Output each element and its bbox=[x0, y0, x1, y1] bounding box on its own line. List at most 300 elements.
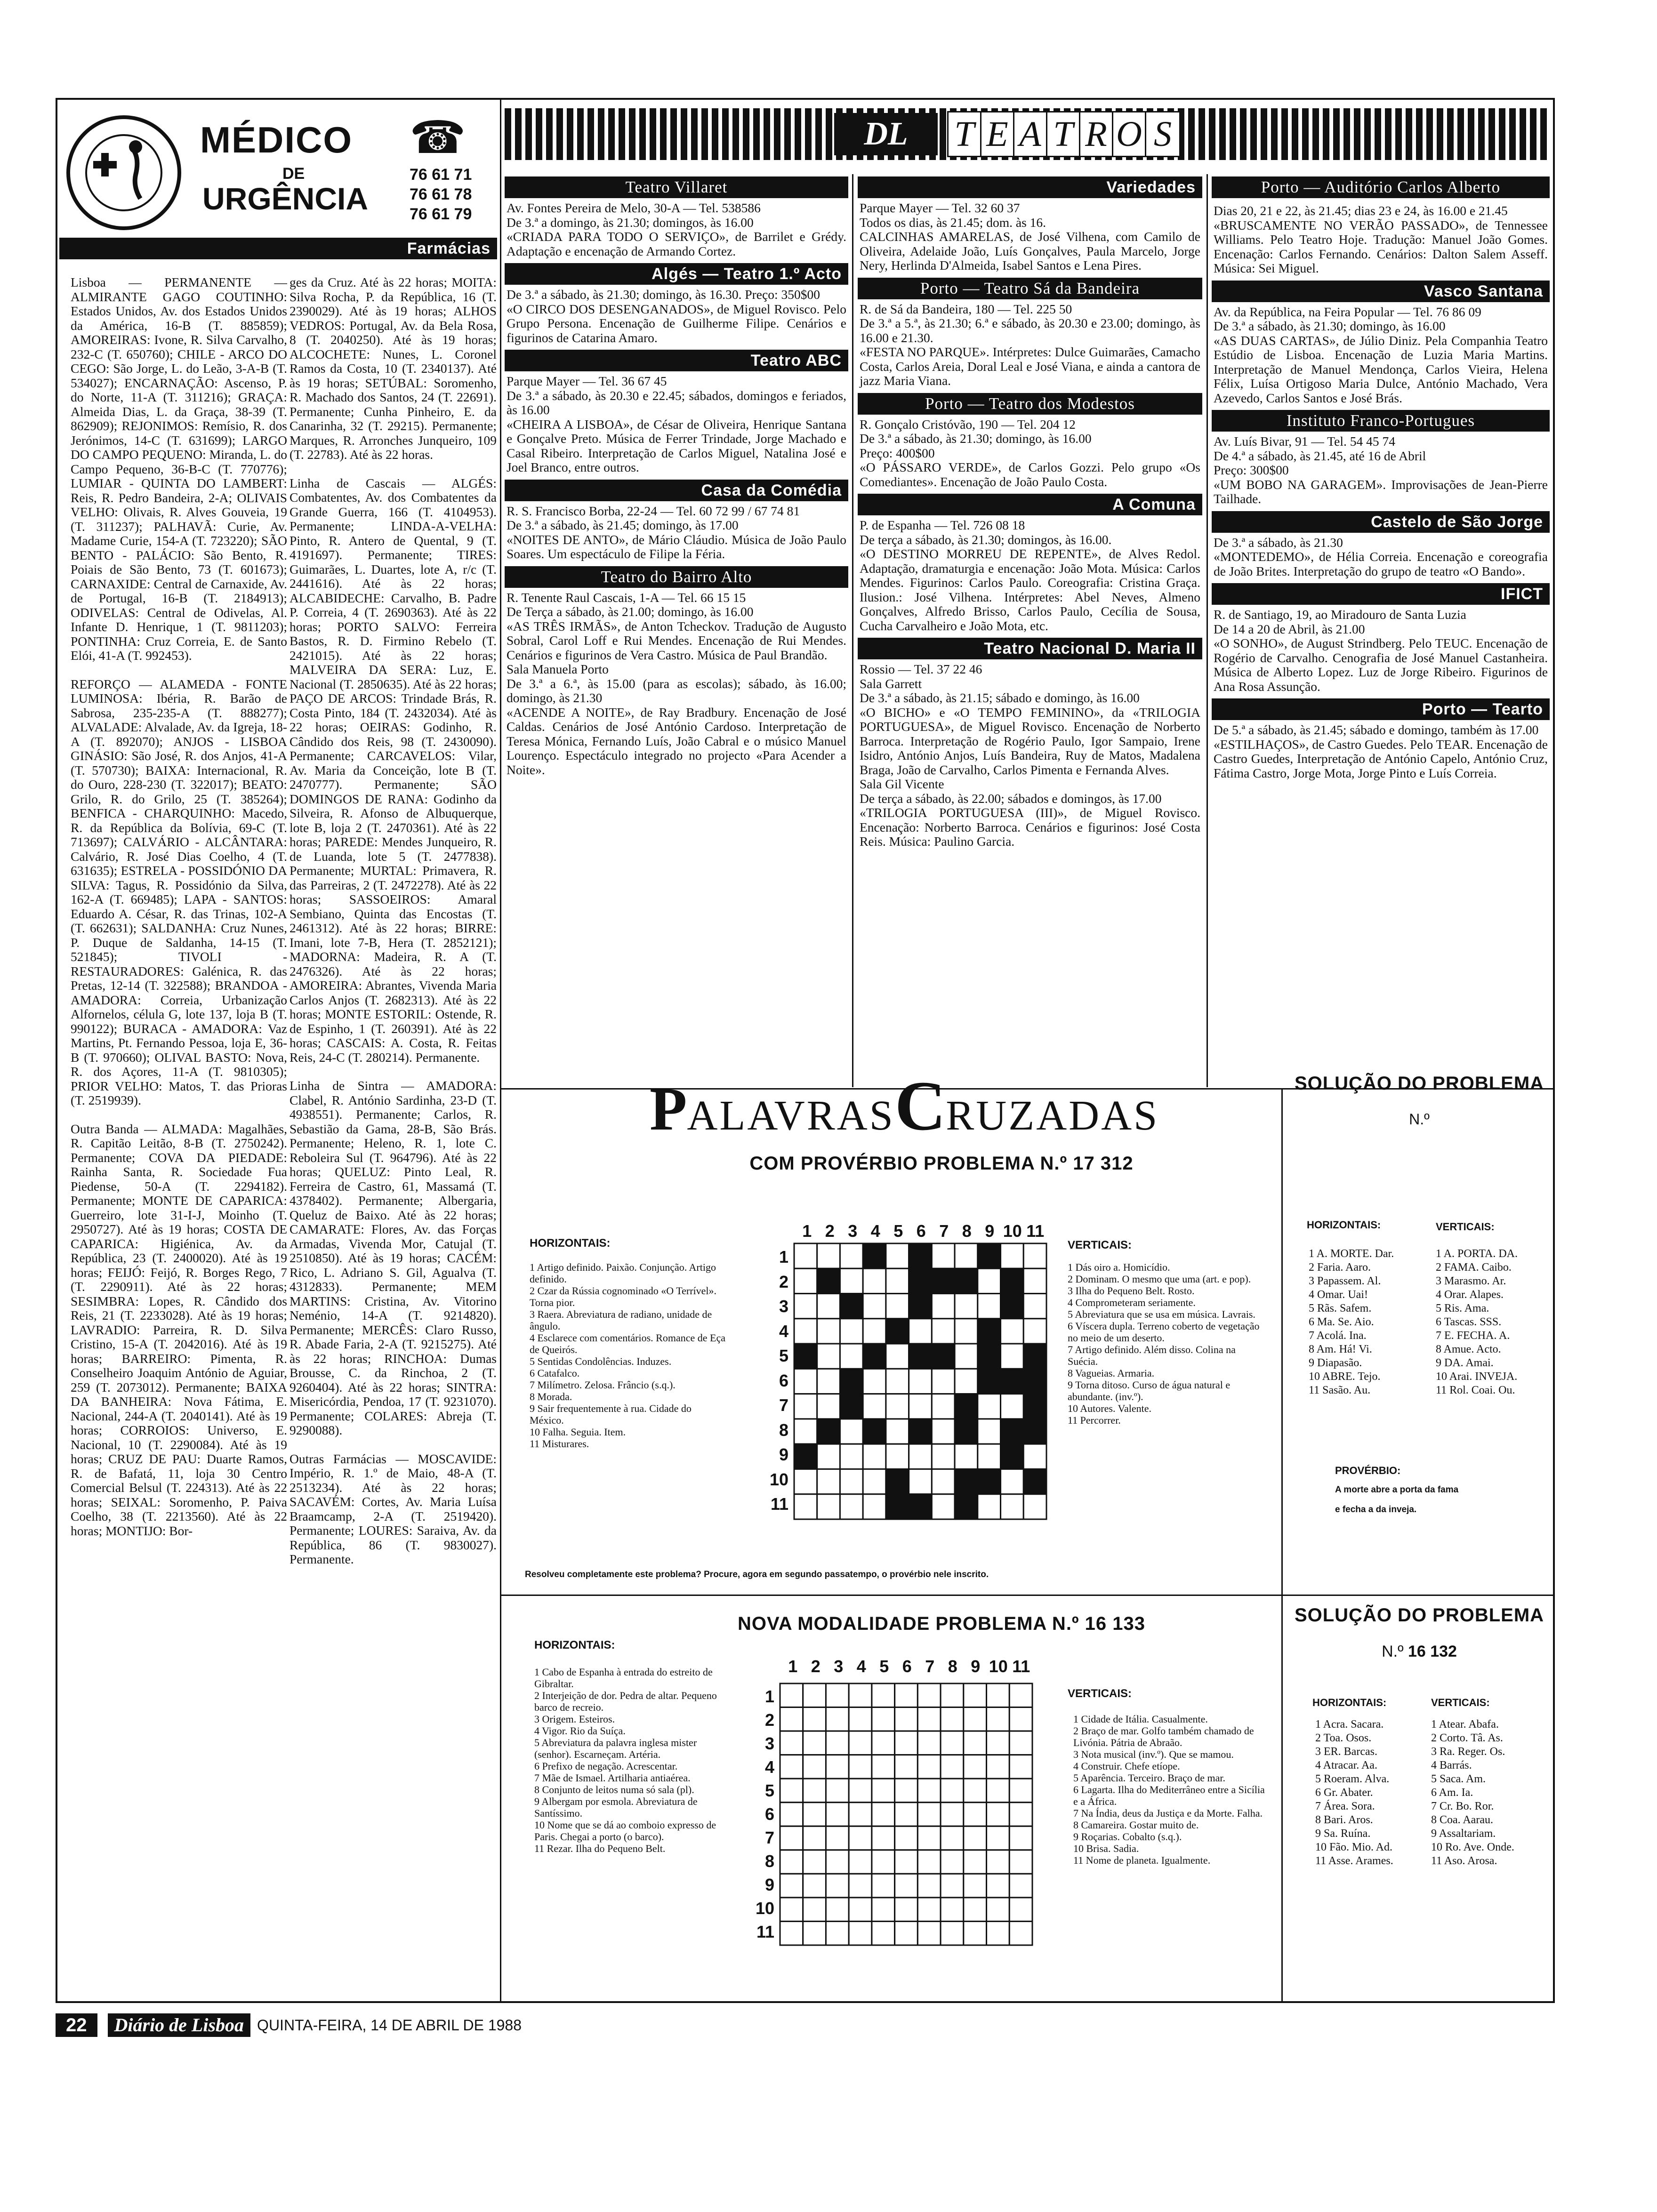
grid-cell[interactable] bbox=[780, 1731, 803, 1755]
grid-cell[interactable] bbox=[987, 1826, 1010, 1850]
grid-black-cell bbox=[909, 1294, 932, 1319]
grid-cell[interactable] bbox=[794, 1469, 817, 1494]
grid-cell[interactable] bbox=[932, 1444, 955, 1469]
grid-cell[interactable] bbox=[987, 1874, 1010, 1898]
grid-cell[interactable] bbox=[794, 1394, 817, 1419]
grid-black-cell bbox=[1001, 1268, 1024, 1293]
teatros-column-a bbox=[505, 176, 848, 1085]
grid-cell[interactable] bbox=[895, 1921, 918, 1945]
grid-cell[interactable] bbox=[840, 1243, 863, 1268]
grid-cell[interactable] bbox=[780, 1707, 803, 1731]
grid-cell[interactable] bbox=[826, 1898, 849, 1922]
grid-cell[interactable] bbox=[987, 1779, 1010, 1803]
grid-cell[interactable] bbox=[794, 1369, 817, 1394]
grid-cell[interactable] bbox=[1001, 1494, 1024, 1519]
grid-black-cell bbox=[909, 1494, 932, 1519]
grid-cell[interactable] bbox=[909, 1319, 932, 1344]
grid-cell[interactable] bbox=[941, 1850, 964, 1874]
grid-cell[interactable] bbox=[794, 1419, 817, 1444]
grid-cell[interactable] bbox=[886, 1243, 909, 1268]
title-word: ALAVRAS bbox=[687, 1092, 895, 1139]
grid-cell[interactable] bbox=[1009, 1707, 1032, 1731]
grid-cell[interactable] bbox=[909, 1469, 932, 1494]
grid-cell[interactable] bbox=[1023, 1444, 1046, 1469]
venue-listing: R. S. Francisco Borba, 22-24 — Tel. 60 72 99 / 67 74 81 De 3.ª a sábado, às 21.45; domingo, às 17.00 «NOITES DE ANTO», de Mário Cláudio. Música de João Paulo Soares. Um espectáculo de Filipe la Féria. bbox=[507, 503, 846, 561]
grid-cell[interactable] bbox=[794, 1268, 817, 1293]
grid-cell[interactable] bbox=[895, 1707, 918, 1731]
grid-cell[interactable] bbox=[849, 1874, 872, 1898]
grid-cell[interactable] bbox=[872, 1731, 895, 1755]
grid-cell[interactable] bbox=[780, 1850, 803, 1874]
divider-teatros-bc bbox=[1207, 174, 1208, 1087]
grid-cell[interactable] bbox=[978, 1444, 1001, 1469]
grid-cell[interactable] bbox=[803, 1803, 826, 1827]
grid-cell[interactable] bbox=[932, 1319, 955, 1344]
newspaper-logo: Diário de Lisboa bbox=[108, 2013, 251, 2037]
grid-cell[interactable] bbox=[817, 1394, 840, 1419]
grid-cell[interactable] bbox=[964, 1874, 987, 1898]
grid-cell[interactable] bbox=[863, 1369, 886, 1394]
grid-black-cell bbox=[909, 1268, 932, 1293]
grid-cell[interactable] bbox=[849, 1707, 872, 1731]
grid-cell[interactable] bbox=[964, 1803, 987, 1827]
grid-cell[interactable] bbox=[780, 1779, 803, 1803]
grid-col-number: 6 bbox=[916, 1221, 926, 1241]
grid-cell[interactable] bbox=[964, 1826, 987, 1850]
venue-listing: Dias 20, 21 e 22, às 21.45; dias 23 e 24, às 16.00 e 21.45 «BRUSCAMENTE NO VERÃO PASSADO», de Tennessee Williams. Pelo Teatro Hoje. Tradução: Manuel João Gomes. Encenação: Carlos Fernando. Cenários: Dalton Salem Asseff. Música: Sei Miguel. bbox=[1214, 203, 1548, 275]
venue-listing: Rossio — Tel. 37 22 46 Sala Garrett De 3.ª a sábado, às 21.15; sábado e domingo, às 16.00 «O BICHO» e «O TEMPO FEMININO», da «TRILOGIA PORTUGUESA», de Miguel Rovisco. Encenação de Norberto Barroca. Interpretação de Rogério Paulo, Igor Sampaio, Irene Isidro, António Anjos, Luís Bandeira, Ruy de Matos, Madalena Braga, João de Carvalho, Carlos Pimenta e Fernanda Alves. Sala Gil Vicente De terça a sábado, às 22.00; sábados e domingos, às 17.00 «TRILOGIA PORTUGUESA (III)», de Miguel Rovisco. Encenação: Norberto Barroca. Cenários e figurinos: José Costa Reis. Música: Paulino Garcia. bbox=[860, 662, 1200, 849]
grid-col-number: 1 bbox=[802, 1221, 812, 1241]
grid-cell[interactable] bbox=[917, 1731, 941, 1755]
teatros-letter: E bbox=[981, 112, 1014, 156]
grid-col-number: 11 bbox=[1026, 1221, 1045, 1241]
grid-cell[interactable] bbox=[895, 1874, 918, 1898]
grid-cell[interactable] bbox=[863, 1394, 886, 1419]
grid-cell[interactable] bbox=[955, 1444, 978, 1469]
grid-cell[interactable] bbox=[817, 1494, 840, 1519]
venue-header: Instituto Franco-Portugues bbox=[1212, 410, 1550, 432]
crossword1-verticais-label: VERTICAIS: bbox=[1068, 1239, 1132, 1251]
grid-cell[interactable] bbox=[987, 1755, 1010, 1779]
grid-cell[interactable] bbox=[932, 1243, 955, 1268]
grid-black-cell bbox=[863, 1243, 886, 1268]
crossword2-horizontais: 1 Cabo de Espanha à entrada do estreito de Gibraltar. 2 Interjeição de dor. Pedra de altar. Pequeno barco de recreio. 3 Origem. Esteiros. 4 Vigor. Rio da Suíça. 5 Abreviatura da palavra inglesa mister (senhor). Escarneçam. Artéria. 6 Prefixo de negação. Acrescentar. 7 Mãe de Ismael. Artilharia antiaérea. 8 Conjunto de leitos numa só sala (pl). 9 Albergam por esmola. Abreviatura de Santíssimo. 10 Nome que se dá ao comboio expresso de Paris. Chegai a porto (o barco). 11 Rezar. Ilha do Pequeno Belt. bbox=[534, 1666, 717, 1854]
grid-cell[interactable] bbox=[917, 1921, 941, 1945]
grid-cell[interactable] bbox=[886, 1444, 909, 1469]
grid-col-number: 9 bbox=[971, 1657, 981, 1676]
grid-cell[interactable] bbox=[872, 1707, 895, 1731]
grid-row-number: 1 bbox=[779, 1247, 788, 1266]
venue-listing: Av. da República, na Feira Popular — Tel. 76 86 09 De 3.ª a sábado, às 21.30; domingo, às 16.00 «AS DUAS CARTAS», de Júlio Diniz. Pela Companhia Teatro Estúdio de Lisboa. Encenação de Luzia Maria Martins. Interpretação de Manuel Mendonça, Carlos Vieira, Helena Félix, Luísa Ortigoso Maria Dulce, António Machado, Vera Azevedo, Carlos Santos e José Brás. bbox=[1214, 304, 1548, 405]
venue-listing: P. de Espanha — Tel. 726 08 18 De terça a sábado, às 21.30; domingos, às 16.00. «O DESTINO MORREU DE REPENTE», de Alves Redol. Adaptação, dramaturgia e encenação: João Mota. Música: Carlos Mendes. Figurinos: Carlos Paulo. Coreografia: Cristina Graça. Ilusion.: José Vilhena. Intérpretes: Abel Neves, Almeno Gonçalves, Alfredo Brisso, Carlos Paulo, Cecília de Sousa, Cucha Carvalheiro e João Mota, etc. bbox=[860, 518, 1200, 633]
grid-cell[interactable] bbox=[917, 1874, 941, 1898]
grid-cell[interactable] bbox=[803, 1898, 826, 1922]
grid-cell[interactable] bbox=[1009, 1779, 1032, 1803]
top-rule bbox=[56, 98, 1555, 100]
grid-black-cell bbox=[909, 1419, 932, 1444]
grid-cell[interactable] bbox=[895, 1779, 918, 1803]
grid-cell[interactable] bbox=[886, 1344, 909, 1369]
grid-cell[interactable] bbox=[803, 1850, 826, 1874]
grid-cell[interactable] bbox=[863, 1469, 886, 1494]
divider-teatros-ab bbox=[852, 174, 853, 1087]
grid-col-number: 5 bbox=[879, 1657, 889, 1676]
grid-cell[interactable] bbox=[955, 1369, 978, 1394]
grid-cell[interactable] bbox=[1001, 1243, 1024, 1268]
grid-cell[interactable] bbox=[1009, 1874, 1032, 1898]
grid-cell[interactable] bbox=[826, 1874, 849, 1898]
grid-cell[interactable] bbox=[978, 1494, 1001, 1519]
grid-cell[interactable] bbox=[1023, 1294, 1046, 1319]
grid-cell[interactable] bbox=[794, 1494, 817, 1519]
grid-cell[interactable] bbox=[941, 1755, 964, 1779]
teatros-column-b bbox=[858, 176, 1202, 1085]
grid-black-cell bbox=[794, 1344, 817, 1369]
solution1-v-label: VERTICAIS: bbox=[1436, 1221, 1495, 1233]
grid-cell[interactable] bbox=[1023, 1268, 1046, 1293]
solution1-proverbio: A morte abre a porta da fama e fecha a da inveja. bbox=[1335, 1485, 1459, 1515]
grid-black-cell bbox=[978, 1344, 1001, 1369]
title-big-letter: C bbox=[894, 1067, 946, 1145]
grid-black-cell bbox=[978, 1319, 1001, 1344]
grid-cell[interactable] bbox=[917, 1898, 941, 1922]
grid-cell[interactable] bbox=[863, 1494, 886, 1519]
grid-cell[interactable] bbox=[917, 1803, 941, 1827]
teatros-letter: O bbox=[1113, 112, 1146, 156]
grid-row-number: 9 bbox=[764, 1875, 774, 1894]
grid-cell[interactable] bbox=[1023, 1494, 1046, 1519]
solution2-v-label: VERTICAIS: bbox=[1431, 1697, 1490, 1708]
grid-black-cell bbox=[978, 1469, 1001, 1494]
venue-header: Teatro Villaret bbox=[505, 176, 848, 198]
grid-cell[interactable] bbox=[917, 1755, 941, 1779]
grid-cell[interactable] bbox=[964, 1921, 987, 1945]
grid-cell[interactable] bbox=[803, 1779, 826, 1803]
teatros-letter: R bbox=[1080, 112, 1113, 156]
grid-cell[interactable] bbox=[826, 1850, 849, 1874]
grid-cell[interactable] bbox=[917, 1779, 941, 1803]
grid-cell[interactable] bbox=[941, 1683, 964, 1707]
solution1-title: SOLUÇÃO DO PROBLEMA bbox=[1294, 1073, 1544, 1094]
grid-cell[interactable] bbox=[917, 1707, 941, 1731]
venue-header: Porto — Auditório Carlos Alberto bbox=[1212, 176, 1550, 198]
grid-cell[interactable] bbox=[826, 1826, 849, 1850]
grid-cell[interactable] bbox=[872, 1921, 895, 1945]
grid-cell[interactable] bbox=[863, 1294, 886, 1319]
grid-cell[interactable] bbox=[780, 1826, 803, 1850]
grid-cell[interactable] bbox=[941, 1921, 964, 1945]
venue-listing: Parque Mayer — Tel. 32 60 37 Todos os dias, às 21.45; dom. às 16. CALCINHAS AMARELAS, de José Vilhena, com Camilo de Oliveira, Adelaide João, Luís Gonçalves, Paula Marcelo, Jorge Nery, Herlinda D'Almeida, Isabel Santos e Lena Pires. bbox=[860, 200, 1200, 272]
grid-cell[interactable] bbox=[1001, 1469, 1024, 1494]
grid-cell[interactable] bbox=[955, 1319, 978, 1344]
grid-cell[interactable] bbox=[817, 1444, 840, 1469]
grid-cell[interactable] bbox=[794, 1243, 817, 1268]
grid-cell[interactable] bbox=[917, 1683, 941, 1707]
grid-cell[interactable] bbox=[803, 1683, 826, 1707]
crossword1-row-numbers bbox=[746, 1245, 788, 1518]
grid-cell[interactable] bbox=[987, 1850, 1010, 1874]
crossword1-verticais: 1 Dás oiro a. Homicídio. 2 Dominam. O mesmo que uma (art. e pop). 3 Ilha do Pequeno Belt. Rosto. 4 Comprometeram seriamente. 5 Abreviatura que se usa em música. Lavrais. 6 Víscera dupla. Terreno coberto de vegetação no meio de um deserto. 7 Artigo definido. Além disso. Colina na Suécia. 8 Vagueias. Armaria. 9 Torna ditoso. Curso de água natural e abundante. (inv.º). 10 Autores. Valente. 11 Percorrer. bbox=[1068, 1261, 1260, 1426]
grid-black-cell bbox=[1023, 1344, 1046, 1369]
grid-cell[interactable] bbox=[941, 1826, 964, 1850]
grid-cell[interactable] bbox=[932, 1419, 955, 1444]
teatros-letter: T bbox=[1047, 112, 1080, 156]
farmacias-column-2 bbox=[290, 275, 497, 1998]
grid-cell[interactable] bbox=[803, 1826, 826, 1850]
medico-title: MÉDICO bbox=[200, 119, 353, 160]
grid-cell[interactable] bbox=[840, 1268, 863, 1293]
grid-cell[interactable] bbox=[895, 1755, 918, 1779]
solution1-proverbio-label: PROVÉRBIO: bbox=[1335, 1465, 1401, 1476]
venue-listing: De 3.ª a sábado, às 21.30 «MONTEDEMO», de Hélia Correia. Encenação e coreografia de João Brites. Interpretação do grupo de teatro «O Bando». bbox=[1214, 535, 1548, 578]
venue-header: IFICT bbox=[1212, 583, 1550, 605]
grid-cell[interactable] bbox=[872, 1850, 895, 1874]
venue-listing: R. Tenente Raul Cascais, 1-A — Tel. 66 15 15 De Terça a sábado, às 21.00; domingo, às 16.00 «AS TRÊS IRMÃS», de Anton Tcheckov. Tradução de Augusto Sobral, Carol Loff e Rui Mendes. Encenação de Rui Mendes. Cenários e figurinos de Vera Castro. Música de Paul Brandão. Sala Manuela Porto De 3.ª a 6.ª, às 15.00 (para as escolas); sábado, às 16.00; domingo, às 21.30 «ACENDE A NOITE», de Ray Bradbury. Encenação de José Caldas. Cenários de José António Cardoso. Interpretação de Teresa Mónica, Fernando Luís, João Cabral e o músico Manuel Lourenço. Espectáculo integrado no projecto «Para Acender a Noite». bbox=[507, 590, 846, 777]
grid-cell[interactable] bbox=[872, 1874, 895, 1898]
grid-row-number: 4 bbox=[779, 1321, 788, 1341]
grid-cell[interactable] bbox=[826, 1803, 849, 1827]
grid-cell[interactable] bbox=[941, 1874, 964, 1898]
grid-cell[interactable] bbox=[803, 1874, 826, 1898]
grid-col-number: 7 bbox=[939, 1221, 949, 1241]
grid-cell[interactable] bbox=[840, 1344, 863, 1369]
grid-col-number: 2 bbox=[825, 1221, 835, 1241]
grid-cell[interactable] bbox=[1009, 1850, 1032, 1874]
grid-col-number: 9 bbox=[985, 1221, 995, 1241]
grid-cell[interactable] bbox=[932, 1369, 955, 1394]
grid-cell[interactable] bbox=[987, 1803, 1010, 1827]
grid-black-cell bbox=[817, 1419, 840, 1444]
grid-cell[interactable] bbox=[863, 1319, 886, 1344]
farmacias-cascais: Linha de Cascais — ALGÉS: Combatentes, Av. dos Combatentes da Grande Guerra, 166 (T. 4104953). Permanente; LINDA-A-VELHA: Pinto, R. Antero de Quental, 9 (T. 4191697). Permanente; TIRES: Guimarães, L. Duartes, lote A, r/c (T. 2441616). Até às 22 horas; ALCABIDECHE: Carvalho, B. Padre P. Correia, 4 (T. 2690363). Até às 22 horas; PORTO SALVO: Ferreira Bastos, R. D. Firmino Rebelo (T. 2421015). Até às 22 horas; MALVEIRA DA SERA: Luz, E. Nacional (T. 2850635). Até às 22 horas; PAÇO DE ARCOS: Trindade Brás, R. Costa Pinto, 184 (T. 2432034). Até às 22 horas; OEIRAS: Godinho, R. Cândido dos Reis, 98 (T. 2430090). Permanente; CARCAVELOS: Vilar, Av. Maria da Conceição, lote B (T. 2470777). Permanente; SÃO DOMINGOS DE RANA: Godinho da Silveira, R. Afonso de Albuquerque, lote B, loja 2 (T. 2470361). Até às 22 horas; PAREDE: Mendes Junqueiro, R. de Luanda, lote 5 (T. 2477838). Permanente; MURTAL: Primavera, R. das Parreiras, 2 (T. 2472278). Até às 22 horas; SASSOEIROS: Amaral Sembiano, Quinta das Encostas (T. 2461312). Até às 22 horas; BIRRE: Imani, lote 7-B, Hera (T. 2852121); MADORNA: Madeira, R. A (T. 2476326). Até às 22 horas; AMOREIRA: Abrantes, Vivenda Maria Carlos Anjos (T. 2682313). Até às 22 horas; MONTE ESTORIL: Ostende, R. de Espinho, 1 (T. 260391). Até às 22 horas; CASCAIS: A. Costa, R. Feitas Reis, 24-C (T. 280214). Permanente. bbox=[290, 475, 497, 1065]
grid-cell[interactable] bbox=[840, 1319, 863, 1344]
grid-cell[interactable] bbox=[849, 1731, 872, 1755]
grid-cell[interactable] bbox=[987, 1731, 1010, 1755]
grid-cell[interactable] bbox=[941, 1707, 964, 1731]
grid-black-cell bbox=[1001, 1419, 1024, 1444]
grid-cell[interactable] bbox=[780, 1803, 803, 1827]
grid-cell[interactable] bbox=[826, 1707, 849, 1731]
grid-cell[interactable] bbox=[849, 1755, 872, 1779]
grid-row-number: 11 bbox=[770, 1494, 788, 1514]
grid-black-cell bbox=[955, 1494, 978, 1519]
venue-listing: R. Gonçalo Cristóvão, 190 — Tel. 204 12 De 3.ª a sábado, às 21.30; domingo, às 16.00 Preço: 400$00 «O PÁSSARO VERDE», de Carlos Gozzi. Pelo grupo «Os Comediantes». Encenação de João Paulo Costa. bbox=[860, 417, 1200, 489]
grid-cell[interactable] bbox=[826, 1755, 849, 1779]
grid-cell[interactable] bbox=[987, 1707, 1010, 1731]
grid-cell[interactable] bbox=[895, 1826, 918, 1850]
grid-cell[interactable] bbox=[941, 1898, 964, 1922]
grid-cell[interactable] bbox=[895, 1898, 918, 1922]
grid-cell[interactable] bbox=[863, 1268, 886, 1293]
grid-cell[interactable] bbox=[826, 1779, 849, 1803]
grid-cell[interactable] bbox=[1023, 1319, 1046, 1344]
grid-cell[interactable] bbox=[1009, 1921, 1032, 1945]
issue-date: QUINTA-FEIRA, 14 DE ABRIL DE 1988 bbox=[257, 2016, 522, 2034]
grid-cell[interactable] bbox=[978, 1394, 1001, 1419]
grid-cell[interactable] bbox=[964, 1731, 987, 1755]
grid-cell[interactable] bbox=[1023, 1243, 1046, 1268]
grid-cell[interactable] bbox=[941, 1779, 964, 1803]
grid-cell[interactable] bbox=[909, 1394, 932, 1419]
venue-listing: Av. Luís Bivar, 91 — Tel. 54 45 74 De 4.ª a sábado, às 21.45, até 16 de Abril Preço: 300$00 «UM BOBO NA GARAGEM». Improvisações de Jean-Pierre Tailhade. bbox=[1214, 434, 1548, 506]
farmacias-column-1 bbox=[71, 275, 287, 1998]
frame-right bbox=[1553, 98, 1555, 2002]
grid-cell[interactable] bbox=[826, 1683, 849, 1707]
crossword1-grid[interactable] bbox=[793, 1242, 1047, 1520]
divider-farmacias bbox=[500, 98, 501, 2002]
grid-cell[interactable] bbox=[872, 1779, 895, 1803]
grid-row-number: 7 bbox=[779, 1395, 788, 1415]
grid-cell[interactable] bbox=[909, 1444, 932, 1469]
grid-cell[interactable] bbox=[886, 1268, 909, 1293]
grid-cell[interactable] bbox=[803, 1707, 826, 1731]
grid-cell[interactable] bbox=[941, 1731, 964, 1755]
grid-cell[interactable] bbox=[840, 1419, 863, 1444]
grid-cell[interactable] bbox=[840, 1469, 863, 1494]
grid-cell[interactable] bbox=[817, 1294, 840, 1319]
grid-cell[interactable] bbox=[964, 1850, 987, 1874]
grid-cell[interactable] bbox=[932, 1494, 955, 1519]
grid-cell[interactable] bbox=[817, 1319, 840, 1344]
grid-cell[interactable] bbox=[780, 1898, 803, 1922]
grid-row-number: 2 bbox=[764, 1710, 774, 1730]
teatros-banner bbox=[505, 108, 1551, 160]
grid-black-cell bbox=[955, 1394, 978, 1419]
grid-cell[interactable] bbox=[1001, 1344, 1024, 1369]
solution2-number-value: 16 132 bbox=[1408, 1643, 1457, 1660]
grid-cell[interactable] bbox=[895, 1731, 918, 1755]
grid-cell[interactable] bbox=[872, 1803, 895, 1827]
solution1-horizontais: 1 A. MORTE. Dar. 2 Faria. Aaro. 3 Papassem. Al. 4 Omar. Uai! 5 Rãs. Safem. 6 Ma. Se. Aio. 7 Acolá. Ina. 8 Am. Há! Vi. 9 Diapasão. 10 ABRE. Tejo. 11 Sasão. Au. bbox=[1309, 1248, 1394, 1396]
divider-solutions bbox=[1281, 1088, 1283, 2002]
grid-cell[interactable] bbox=[849, 1921, 872, 1945]
grid-cell[interactable] bbox=[886, 1394, 909, 1419]
grid-cell[interactable] bbox=[817, 1369, 840, 1394]
grid-cell[interactable] bbox=[1009, 1683, 1032, 1707]
grid-row-number: 6 bbox=[779, 1370, 788, 1390]
grid-cell[interactable] bbox=[872, 1826, 895, 1850]
grid-cell[interactable] bbox=[817, 1469, 840, 1494]
grid-cell[interactable] bbox=[978, 1294, 1001, 1319]
solution1-verticais: 1 A. PORTA. DA. 2 FAMA. Caibo. 3 Marasmo. Ar. 4 Orar. Alapes. 5 Ris. Ama. 6 Tascas. SSS. 7 E. FECHA. A. 8 Amue. Acto. 9 DA. Amai. 10 Arai. INVEJA. 11 Rol. Coai. Ou. bbox=[1436, 1248, 1518, 1396]
grid-cell[interactable] bbox=[1009, 1731, 1032, 1755]
phone-3: 76 61 79 bbox=[410, 205, 472, 223]
crossword2-grid[interactable] bbox=[779, 1683, 1033, 1946]
grid-cell[interactable] bbox=[803, 1755, 826, 1779]
grid-cell[interactable] bbox=[872, 1898, 895, 1922]
grid-cell[interactable] bbox=[794, 1319, 817, 1344]
grid-cell[interactable] bbox=[803, 1921, 826, 1945]
grid-cell[interactable] bbox=[780, 1921, 803, 1945]
grid-cell[interactable] bbox=[955, 1294, 978, 1319]
grid-cell[interactable] bbox=[895, 1803, 918, 1827]
grid-col-number: 5 bbox=[893, 1221, 903, 1241]
crossword1-col-numbers bbox=[796, 1221, 1059, 1240]
grid-black-cell bbox=[909, 1243, 932, 1268]
grid-cell[interactable] bbox=[849, 1779, 872, 1803]
grid-cell[interactable] bbox=[964, 1707, 987, 1731]
grid-black-cell bbox=[1001, 1369, 1024, 1394]
grid-cell[interactable] bbox=[909, 1369, 932, 1394]
grid-cell[interactable] bbox=[1001, 1394, 1024, 1419]
grid-black-cell bbox=[955, 1268, 978, 1293]
solution1-h-label: HORIZONTAIS: bbox=[1307, 1219, 1381, 1231]
grid-cell[interactable] bbox=[886, 1419, 909, 1444]
grid-cell[interactable] bbox=[1009, 1826, 1032, 1850]
grid-cell[interactable] bbox=[1009, 1803, 1032, 1827]
grid-cell[interactable] bbox=[987, 1898, 1010, 1922]
grid-cell[interactable] bbox=[863, 1444, 886, 1469]
grid-black-cell bbox=[1023, 1369, 1046, 1394]
grid-cell[interactable] bbox=[780, 1874, 803, 1898]
grid-cell[interactable] bbox=[803, 1731, 826, 1755]
grid-cell[interactable] bbox=[849, 1826, 872, 1850]
grid-cell[interactable] bbox=[1001, 1319, 1024, 1344]
grid-cell[interactable] bbox=[817, 1344, 840, 1369]
grid-cell[interactable] bbox=[849, 1850, 872, 1874]
grid-cell[interactable] bbox=[886, 1369, 909, 1394]
grid-cell[interactable] bbox=[1009, 1898, 1032, 1922]
grid-cell[interactable] bbox=[964, 1683, 987, 1707]
grid-cell[interactable] bbox=[987, 1683, 1010, 1707]
grid-cell[interactable] bbox=[917, 1826, 941, 1850]
grid-cell[interactable] bbox=[964, 1755, 987, 1779]
grid-cell[interactable] bbox=[794, 1294, 817, 1319]
teatros-letter: A bbox=[1014, 112, 1047, 156]
grid-cell[interactable] bbox=[941, 1803, 964, 1827]
grid-cell[interactable] bbox=[955, 1344, 978, 1369]
venue-listing: De 3.ª a sábado, às 21.30; domingo, às 16.30. Preço: 350$00 «O CIRCO DOS DESENGANADOS», de Miguel Rovisco. Pelo Grupo Persona. Encenação de Guilherme Filipe. Cenários e figurinos de Catarina Amaro. bbox=[507, 287, 846, 345]
grid-cell[interactable] bbox=[826, 1921, 849, 1945]
crossword2-verticais: 1 Cidade de Itália. Casualmente. 2 Braço de mar. Golfo também chamado de Livónia. Pátria de Abraão. 3 Nota musical (inv.º). Que se mamou. 4 Construir. Chefe etíope. 5 Aparência. Terceiro. Braço de mar. 6 Lagarta. Ilha do Mediterrâneo entre a Sicília e a África. 7 Na Índia, deus da Justiça e da Morte. Falha. 8 Camareira. Gostar muito de. 9 Roçarias. Cobalto (s.q.). 10 Brisa. Sadia. 11 Nome de planeta. Igualmente. bbox=[1073, 1713, 1265, 1866]
crossword1-footer: Resolveu completamente este problema? Procure, agora em segundo passatempo, o provérbio nele inscrito. bbox=[525, 1570, 989, 1579]
grid-cell[interactable] bbox=[840, 1444, 863, 1469]
grid-cell[interactable] bbox=[872, 1755, 895, 1779]
grid-cell[interactable] bbox=[932, 1469, 955, 1494]
grid-cell[interactable] bbox=[978, 1268, 1001, 1293]
grid-black-cell bbox=[840, 1294, 863, 1319]
grid-cell[interactable] bbox=[987, 1921, 1010, 1945]
grid-cell[interactable] bbox=[849, 1683, 872, 1707]
grid-cell[interactable] bbox=[872, 1683, 895, 1707]
grid-cell[interactable] bbox=[817, 1243, 840, 1268]
grid-cell[interactable] bbox=[917, 1850, 941, 1874]
grid-col-number: 8 bbox=[948, 1657, 957, 1676]
venue-header: Porto — Tearto bbox=[1212, 698, 1550, 720]
grid-cell[interactable] bbox=[978, 1419, 1001, 1444]
grid-cell[interactable] bbox=[895, 1850, 918, 1874]
grid-cell[interactable] bbox=[932, 1394, 955, 1419]
frame-left bbox=[56, 98, 57, 2002]
grid-row-number: 1 bbox=[764, 1687, 774, 1706]
venue-listing: R. de Santiago, 19, ao Miradouro de Santa Luzia De 14 a 20 de Abril, às 21.00 «O SONHO», de August Strindberg. Pelo TEUC. Encenação de Rogério de Carvalho. Cenografia de José Manuel Castanheira. Música de Alberto Lopez. Luz de Jorge Ribeiro. Figurinos de Ana Rosa Assunção. bbox=[1214, 607, 1548, 694]
grid-cell[interactable] bbox=[964, 1898, 987, 1922]
grid-cell[interactable] bbox=[780, 1755, 803, 1779]
grid-cell[interactable] bbox=[895, 1683, 918, 1707]
grid-cell[interactable] bbox=[1009, 1755, 1032, 1779]
grid-cell[interactable] bbox=[840, 1494, 863, 1519]
grid-black-cell bbox=[840, 1369, 863, 1394]
grid-cell[interactable] bbox=[964, 1779, 987, 1803]
grid-cell[interactable] bbox=[955, 1243, 978, 1268]
grid-cell[interactable] bbox=[932, 1294, 955, 1319]
grid-cell[interactable] bbox=[886, 1294, 909, 1319]
grid-cell[interactable] bbox=[849, 1898, 872, 1922]
grid-cell[interactable] bbox=[826, 1731, 849, 1755]
bottom-rule bbox=[56, 2001, 1555, 2003]
grid-cell[interactable] bbox=[849, 1803, 872, 1827]
grid-cell[interactable] bbox=[780, 1683, 803, 1707]
